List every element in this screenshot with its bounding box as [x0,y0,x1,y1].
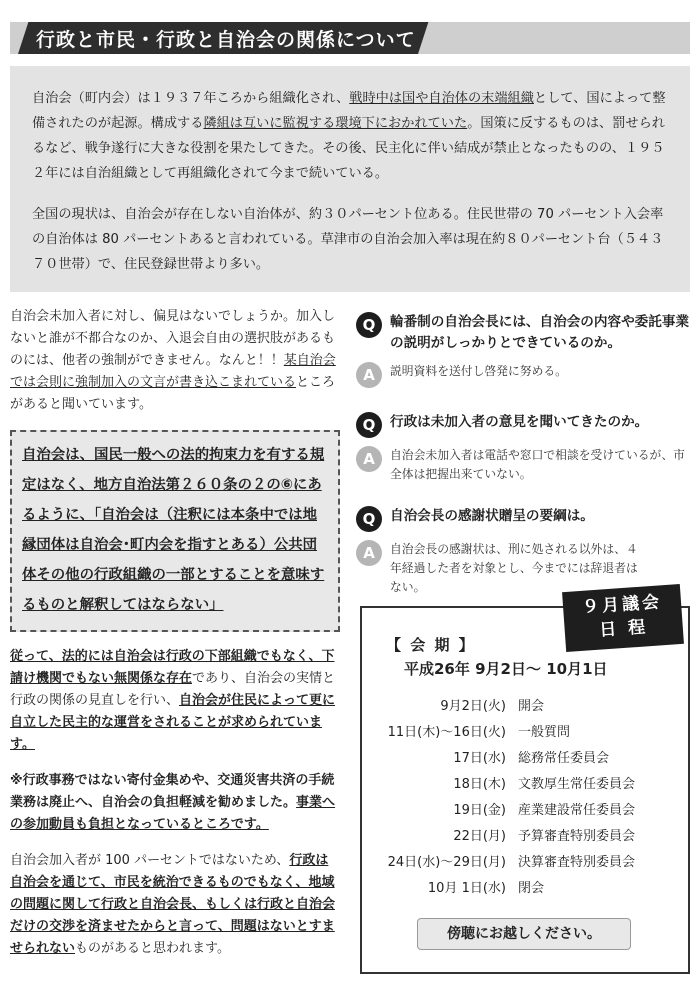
schedule-period: 平成26年 9月2日～ 10月1日 [404,660,608,678]
question-text: 輪番制の自治会長には、自治会の内容や委託事業の説明がしっかりとできているのか。 [390,314,690,351]
answer-text: 自治会未加入者は電話や窓口で相談を受けているが、市全体は把握出来ていない。 [390,448,685,481]
schedule-item: 17日(水) 総務常任委員会 [453,751,610,766]
schedule-item: 24日(水)～29日(月) 決算審査特別委員会 [387,855,636,870]
left-paragraph-1: 自治会未加入者に対し、偏見はないでしょうか。加入しないと誰が不都合なのか、入退会自由の選択肢があるものには、他者の強制ができません。なんと！！某自治会では会則に強制加入の文言が書き込こまれているところがあると聞いています。 [10,309,336,412]
answer-icon: A [356,362,382,388]
schedule-item: 18日(木) 文教厚生常任委員会 [453,777,636,792]
question-row [356,312,692,354]
schedule-item: 9月2日(火) 開会 [440,699,545,714]
schedule-item: 22日(月) 予算審査特別委員会 [453,829,636,844]
schedule-badge: ９月議会 日 程 [562,584,684,652]
intro-box [10,66,690,292]
question-row [356,412,692,438]
schedule-heading: 【 会 期 】 [386,636,476,654]
question-icon: Q [356,412,382,438]
answer-icon: A [356,446,382,472]
section-header [10,22,690,54]
left-column [10,306,340,974]
qa-block-3 [356,506,692,597]
left-paragraph-3: ※行政事務ではない寄付金集めや、交通災害共済の手続業務は廃止へ、自治会の負担軽減を勧めました。事業への参加動員も負担となっているところです。 [10,773,336,832]
law-quote-box: 自治会は、国民一般への法的拘束力を有する規定はなく、地方自治法第２６０条の２の⑥にあるように、「自治会は（注釈には本条中では地縁団体は自治会･町内会を指すとある）公共団体その他の行政組織の一部とすることを意味するものと解釈してはならない」 [10,430,340,632]
page-title: 行政と市民・行政と自治会の関係について [36,29,416,51]
answer-row [356,362,692,388]
answer-row [356,446,692,484]
answer-icon: A [356,540,382,566]
question-icon: Q [356,506,382,532]
left-paragraph-2: 従って、法的には自治会は行政の下部組織でもなく、下請け機関でもない無関係な存在であり、自治会の実情と行政の関係の見直しを行い、自治会が住民によって更に自立した民主的な運営をされることが求められています。 [10,649,336,752]
intro-paragraph-1: 自治会（町内会）は１９３７年ころから組織化され、戦時中は国や自治体の末端組織として、国によって整備されたのが起源。構成する隣組は互いに監視する環境下におかれていた。国策に反するものは、罰せられるなど、戦争遂行に大きな役割を果たしてきた。その後、民主化に伴い結成が禁止となったものの、１９５２年には自治組織として再組織化されて今まで続いている。 [32,91,666,181]
answer-text: 自治会長の感謝状は、刑に処される以外は、４年経過した者を対象とし、今までには辞退者はない。 [390,542,638,594]
schedule-item: 10月 1日(水) 閉会 [427,881,545,896]
question-row [356,506,692,532]
schedule-list [372,694,682,902]
schedule-item: 11日(木)～16日(火) 一般質問 [387,725,571,740]
qa-block-2 [356,412,692,484]
left-paragraph-4: 自治会加入者が 100 パーセントではないため、行政は自治会を通じて、市民を統治できるものでもなく、地域の問題に関して行政と自治会長、もしくは行政と自治会だけの交渉を済ませたからと言って、問題はないとすませられないものがあると思われます。 [10,853,336,956]
attend-button[interactable]: 傍聴にお越しください。 [417,918,631,950]
qa-block-1 [356,312,692,388]
intro-paragraph-2: 全国の現状は、自治会が存在しない自治体が、約３０パーセント位ある。住民世帯の 70 パーセント入会率の自治体は 80 パーセントあると言われている。草津市の自治会加入率は現在約８０パーセント台（５４３７０世帯）で、住民登録世帯より多い。 [32,207,664,272]
question-icon: Q [356,312,382,338]
schedule-box [360,592,690,974]
question-text: 自治会長の感謝状贈呈の要綱は。 [390,508,594,524]
question-text: 行政は未加入者の意見を聞いてきたのか。 [390,414,649,430]
schedule-item: 19日(金) 産業建設常任委員会 [453,803,636,818]
answer-text: 説明資料を送付し啓発に努める。 [390,364,567,378]
